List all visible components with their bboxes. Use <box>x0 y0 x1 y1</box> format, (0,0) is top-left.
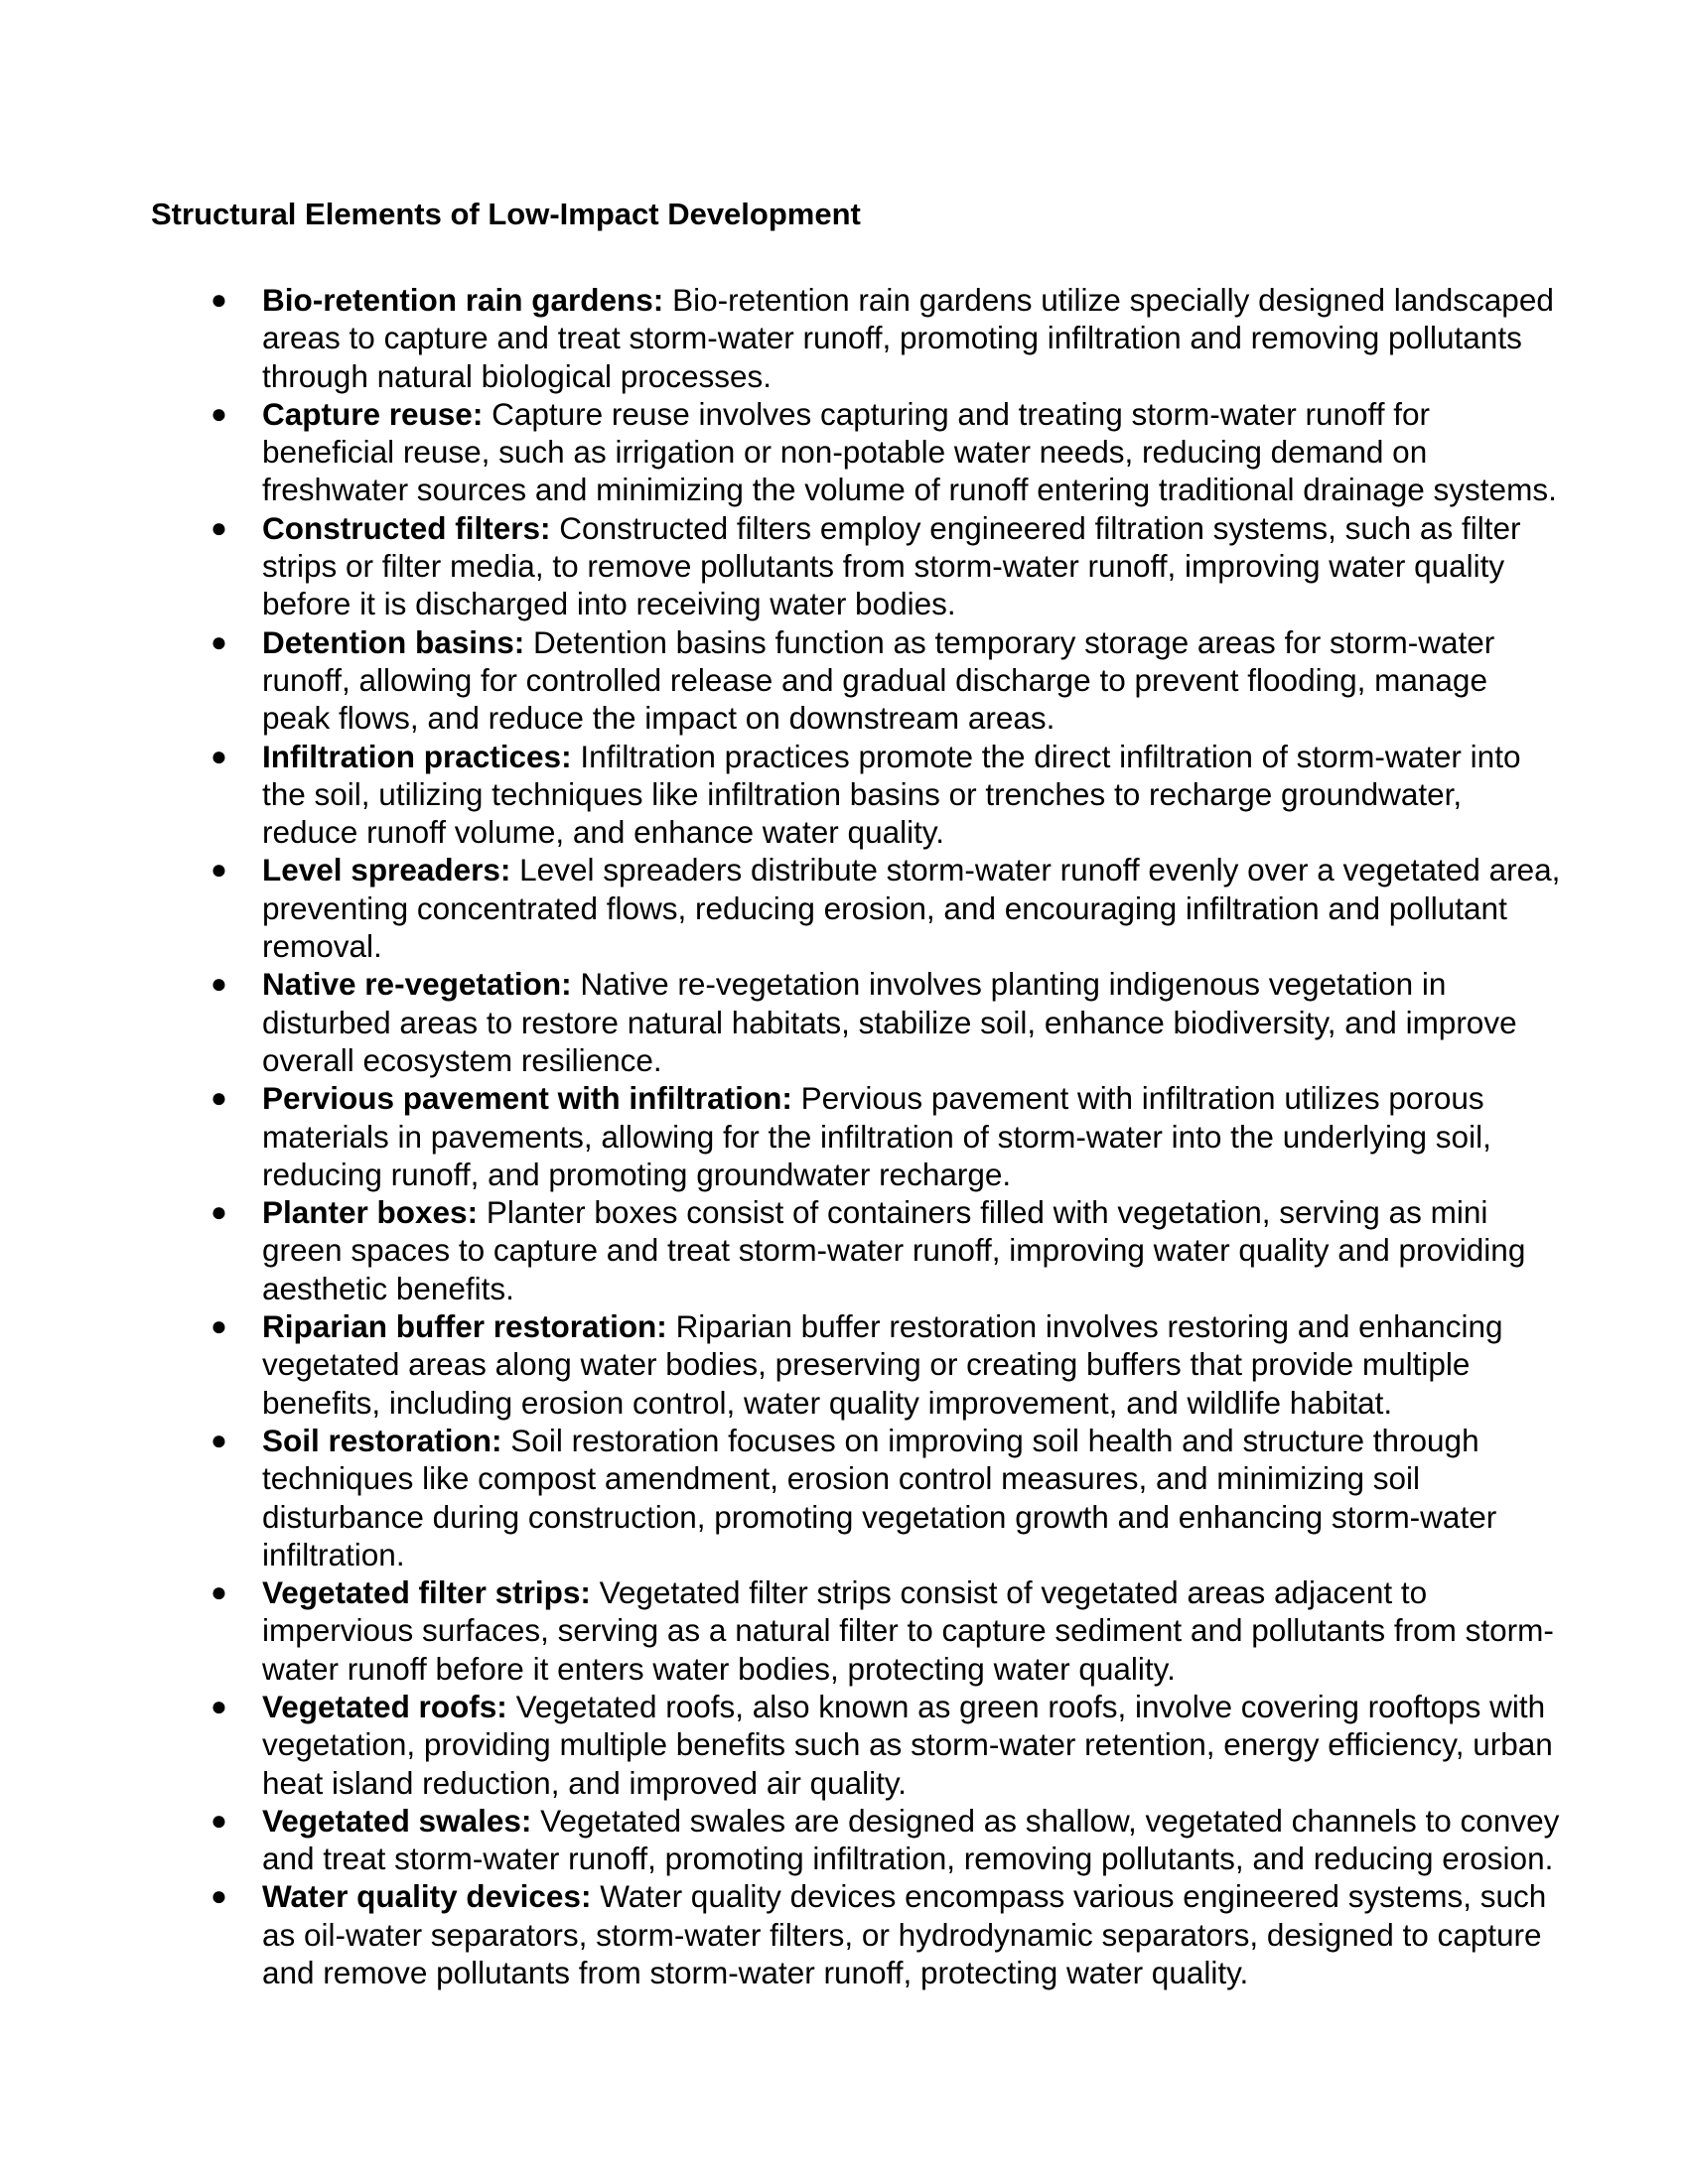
item-term: Planter boxes: <box>262 1194 479 1231</box>
list-item <box>0 281 1563 395</box>
item-term: Vegetated roofs: <box>262 1688 507 1724</box>
item-description: Native re-vegetation involves planting indigenous vegetation in disturbed areas to restore natural habitats, stabilize soil, enhance biodiversity, and improve overall ecosystem resilience. <box>262 966 1517 1078</box>
list-item <box>0 1422 1563 1573</box>
list-item <box>0 738 1563 852</box>
item-term: Water quality devices: <box>262 1878 592 1915</box>
item-description: Detention basins function as temporary storage areas for storm-water runoff, allowing for controlled release and gradual discharge to prevent flooding, manage peak flows, and reduce the impact on downstream areas. <box>262 623 1495 737</box>
item-description: Capture reuse involves capturing and treating storm-water runoff for beneficial reuse, such as irrigation or non-potable water needs, reducing demand on freshwater sources and minimizing the volume of runoff entering traditional drainage systems. <box>262 395 1557 508</box>
item-term: Infiltration practices: <box>262 738 572 774</box>
list-item <box>0 851 1563 965</box>
bullet-icon: ● <box>211 968 227 1000</box>
item-term: Constructed filters: <box>262 509 551 546</box>
list-item <box>0 623 1563 738</box>
item-term: Detention basins: <box>262 623 525 660</box>
list-item <box>0 1802 1563 1878</box>
bullet-icon: ● <box>211 1310 227 1342</box>
bullet-icon: ● <box>211 1880 227 1912</box>
bullet-icon: ● <box>211 397 227 429</box>
bullet-icon: ● <box>211 1690 227 1721</box>
bullet-icon: ● <box>211 625 227 657</box>
item-term: Riparian buffer restoration: <box>262 1308 667 1345</box>
list-item <box>0 395 1563 509</box>
item-term: Native re-vegetation: <box>262 966 572 1003</box>
item-description: Pervious pavement with infiltration utilizes porous materials in pavements, allowing for the infiltration of storm-water into the underlying soil, reducing runoff, and promoting groundwater recharge. <box>262 1080 1491 1192</box>
item-term: Bio-retention rain gardens: <box>262 282 664 318</box>
item-description: Water quality devices encompass various engineered systems, such as oil-water separators, storm-water filters, or hydrodynamic separators, designed to capture and remove pollutants from storm-water runoff, protecting water quality. <box>262 1878 1547 1991</box>
item-description: Infiltration practices promote the direct infiltration of storm-water into the soil, utilizing techniques like infiltration basins or trenches to recharge groundwater, reduce runoff volume, and enhance water quality. <box>262 738 1521 851</box>
item-term: Pervious pavement with infiltration: <box>262 1080 792 1117</box>
item-term: Soil restoration: <box>262 1422 502 1458</box>
item-description: Constructed filters employ engineered filtration systems, such as filter strips or filter media, to remove pollutants from storm-water runoff, improving water quality before it is discharged into receiving water bodies. <box>262 509 1521 622</box>
bullet-icon: ● <box>211 1804 227 1836</box>
bullet-icon: ● <box>211 1424 227 1455</box>
bullet-icon: ● <box>211 284 227 315</box>
item-description: Bio-retention rain gardens utilize specially designed landscaped areas to capture and treat storm-water runoff, promoting infiltration and removing pollutants through natural biological processes. <box>262 282 1554 394</box>
item-description: Soil restoration focuses on improving soil health and structure through techniques like compost amendment, erosion control measures, and minimizing soil disturbance during construction, promoting vegetation growth and enhancing storm-water infiltration. <box>262 1422 1497 1572</box>
list-item <box>0 1079 1563 1193</box>
item-description: Planter boxes consist of containers filled with vegetation, serving as mini green spaces to capture and treat storm-water runoff, improving water quality and providing aesthetic benefits. <box>262 1194 1526 1306</box>
list-item <box>0 1877 1563 1991</box>
list-item <box>0 1573 1563 1688</box>
bullet-icon: ● <box>211 1196 227 1228</box>
list-item <box>0 1193 1563 1307</box>
bullet-icon: ● <box>211 1082 227 1114</box>
item-description: Vegetated filter strips consist of vegetated areas adjacent to impervious surfaces, serving as a natural filter to capture sediment and pollutants from storm-water runoff before it enters water bodies, protecting water quality. <box>262 1574 1554 1687</box>
list-item <box>0 1688 1563 1802</box>
document-title: Structural Elements of Low-Impact Development <box>151 197 861 231</box>
bullet-icon: ● <box>211 854 227 886</box>
item-description: Vegetated swales are designed as shallow, vegetated channels to convey and treat storm-water runoff, promoting infiltration, removing pollutants, and reducing erosion. <box>262 1802 1560 1877</box>
lid-elements-list <box>0 281 1688 1991</box>
bullet-icon: ● <box>211 740 227 771</box>
bullet-icon: ● <box>211 1576 227 1608</box>
item-term: Level spreaders: <box>262 852 511 888</box>
item-description: Riparian buffer restoration involves restoring and enhancing vegetated areas along water bodies, preserving or creating buffers that provide multiple benefits, including erosion control, water quality improvement, and wildlife habitat. <box>262 1308 1503 1421</box>
item-term: Vegetated swales: <box>262 1802 532 1839</box>
list-item <box>0 1307 1563 1422</box>
list-item <box>0 965 1563 1079</box>
bullet-icon: ● <box>211 511 227 543</box>
item-description: Vegetated roofs, also known as green roofs, involve covering rooftops with vegetation, providing multiple benefits such as storm-water retention, energy efficiency, urban heat island reduction, and improved air quality. <box>262 1688 1553 1801</box>
item-term: Capture reuse: <box>262 395 484 432</box>
item-description: Level spreaders distribute storm-water runoff evenly over a vegetated area, preventing concentrated flows, reducing erosion, and encouraging infiltration and pollutant removal. <box>262 852 1561 965</box>
list-item <box>0 509 1563 623</box>
item-term: Vegetated filter strips: <box>262 1574 591 1611</box>
